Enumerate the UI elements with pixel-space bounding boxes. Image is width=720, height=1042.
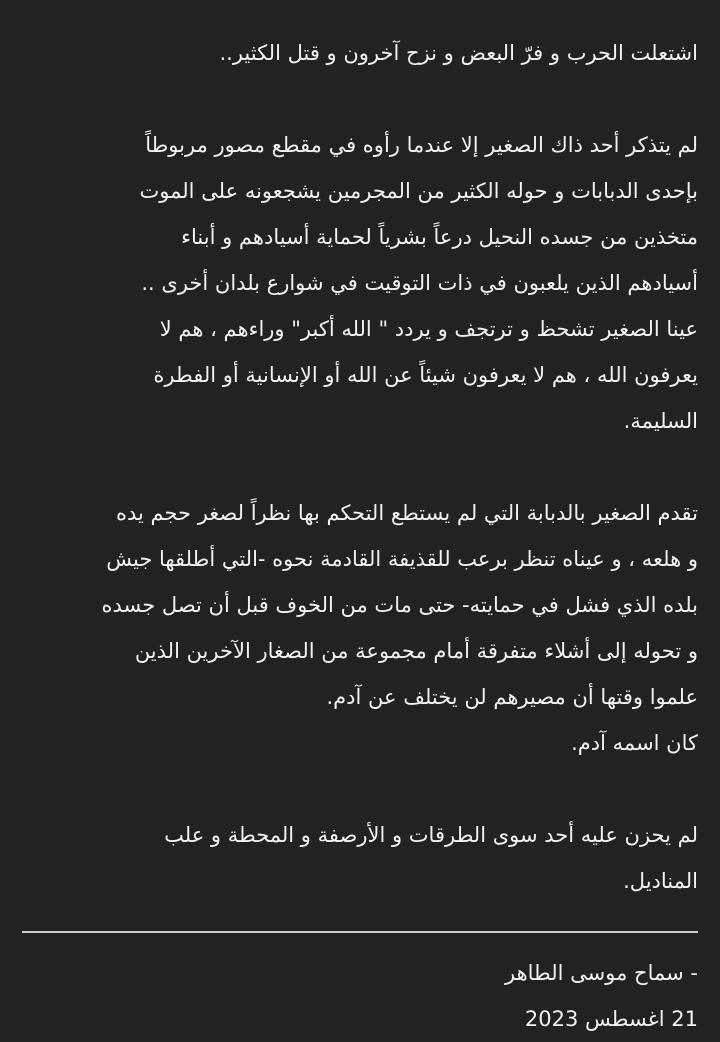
- text-line: السليمة.: [623, 409, 698, 433]
- text-line: عينا الصغير تشحظ و ترتجف و يردد " الله أكبر" وراءهم ، هم لا: [159, 317, 698, 341]
- signature: [18, 950, 698, 1042]
- text-line: كان اسمه آدم.: [571, 731, 698, 755]
- text-line: أسيادهم الذين يلعبون في ذات التوقيت في شوارع بلدان أخرى ..: [141, 271, 698, 295]
- post-body: [18, 30, 698, 1042]
- paragraph-4: [18, 812, 698, 904]
- text-line: اشتعلت الحرب و فرّ البعض و نزح آخرون و قتل الكثير..: [219, 41, 698, 65]
- text-line: علموا وقتها أن مصيرهم لن يختلف عن آدم.: [326, 685, 698, 709]
- signature-date: 21 اغسطس 2023: [524, 1007, 698, 1031]
- text-line: تقدم الصغير بالدبابة التي لم يستطع التحكم بها نظراً لصغر حجم يده: [115, 501, 698, 525]
- text-line: و تحوله إلى أشلاء متفرقة أمام مجموعة من الصغار الآخرين الذين: [134, 639, 698, 663]
- text-line: بإحدى الدبابات و حوله الكثير من المجرمين يشجعونه على الموت: [139, 179, 698, 203]
- paragraph-3: [18, 490, 698, 766]
- paragraph-2: [18, 122, 698, 444]
- text-line: لم يتذكر أحد ذاك الصغير إلا عندما رأوه في مقطع مصور مربوطاً: [145, 133, 698, 157]
- text-line: و هلعه ، و عيناه تنظر برعب للقذيفة القادمة نحوه -التي أطلقها جيش: [106, 547, 698, 571]
- signature-author: - سماح موسى الطاهر: [504, 961, 698, 985]
- text-line: المناديل.: [623, 869, 698, 893]
- text-line: بلده الذي فشل في حمايته- حتى مات من الخوف قبل أن تصل جسده: [101, 593, 698, 617]
- text-line: لم يحزن عليه أحد سوى الطرقات و الأرصفة و المحطة و علب: [164, 823, 698, 847]
- text-line: يعرفون الله ، هم لا يعرفون شيئاً عن الله أو الإنسانية أو الفطرة: [153, 363, 698, 387]
- paragraph-1: [18, 30, 698, 76]
- text-line: متخذين من جسده النحيل درعاً بشرياً لحماية أسيادهم و أبناء: [181, 225, 698, 249]
